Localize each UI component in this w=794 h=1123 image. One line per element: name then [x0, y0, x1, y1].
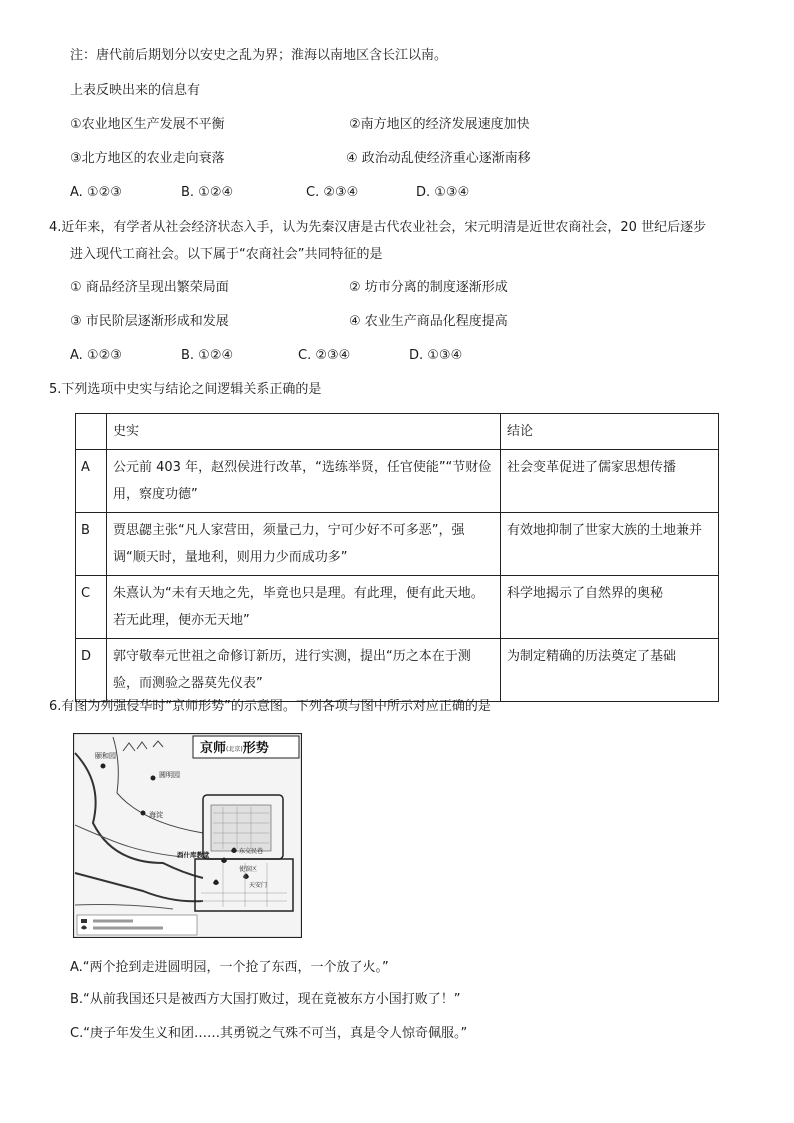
q3-choice-a[interactable]: A. ①②③ — [70, 185, 122, 200]
place-label: 使馆区 — [239, 866, 258, 873]
q4-statement-4: ④ 农业生产商品化程度提高 — [349, 314, 508, 329]
row-conclusion: 为制定精确的历法奠定了基础 — [501, 639, 719, 702]
table-row — [76, 513, 719, 576]
q6-stem: 6.有图为列强侵华时“京师形势”的示意图。下列各项与图中所示对应正确的是 — [49, 699, 491, 714]
row-fact: 贾思勰主张“凡人家营田，须量己力，宁可少好不可多恶”，强调“顺天时，量地利，则用力少而成功多” — [107, 513, 501, 576]
place-label: 圆明园 — [159, 771, 180, 779]
q5-stem: 5.下列选项中史实与结论之间逻辑关系正确的是 — [49, 382, 322, 397]
row-fact: 公元前 403 年，赵烈侯进行改革，“选练举贤，任官使能”“节财俭用，察度功德” — [107, 450, 501, 513]
table-row — [76, 576, 719, 639]
q4-stem-line-1: 4.近年来，有学者从社会经济状态入手，认为先秦汉唐是古代农业社会，宋元明清是近世农商社会，20 世纪后逐步 — [49, 220, 707, 235]
q3-statement-3: ③北方地区的农业走向衰落 — [70, 151, 225, 166]
q3-choice-d[interactable]: D. ①③④ — [416, 185, 470, 200]
row-label: B — [76, 513, 107, 576]
row-label: A — [76, 450, 107, 513]
header-fact: 史实 — [107, 414, 501, 450]
q4-stem-line-2: 进入现代工商社会。以下属于“农商社会”共同特征的是 — [70, 247, 383, 262]
q4-statement-3: ③ 市民阶层逐渐形成和发展 — [70, 314, 229, 329]
q6-option-c[interactable]: C.“庚子年发生义和团……其勇锐之气殊不可当，真是令人惊奇佩服。” — [70, 1026, 468, 1041]
place-label: 颐和园 — [95, 752, 116, 760]
header-conclusion: 结论 — [501, 414, 719, 450]
q4-choice-b[interactable]: B. ①②④ — [181, 348, 234, 363]
q4-choice-d[interactable]: D. ①③④ — [409, 348, 463, 363]
table-row — [76, 450, 719, 513]
q3-choice-c[interactable]: C. ②③④ — [306, 185, 359, 200]
row-label: D — [76, 639, 107, 702]
row-label: C — [76, 576, 107, 639]
q4-statement-2: ② 坊市分离的制度逐渐形成 — [349, 280, 508, 295]
q5-table — [75, 413, 719, 702]
row-fact: 朱熹认为“未有天地之先，毕竟也只是理。有此理，便有此天地。若无此理，便亦无天地” — [107, 576, 501, 639]
q6-option-a[interactable]: A.“两个抢到走进圆明园，一个抢了东西，一个放了火。” — [70, 960, 389, 975]
q4-statement-1: ① 商品经济呈现出繁荣局面 — [70, 280, 229, 295]
place-label: 天安门 — [249, 882, 268, 889]
q4-choice-c[interactable]: C. ②③④ — [298, 348, 351, 363]
table-header-row — [76, 414, 719, 450]
row-conclusion: 科学地揭示了自然界的奥秘 — [501, 576, 719, 639]
q4-choice-a[interactable]: A. ①②③ — [70, 348, 122, 363]
place-label: 东交民巷 — [239, 848, 264, 855]
header-label-cell — [76, 414, 107, 450]
row-conclusion: 社会变革促进了儒家思想传播 — [501, 450, 719, 513]
q3-statement-4: ④ 政治动乱使经济重心逐渐南移 — [346, 151, 531, 166]
place-label: 西什库教堂 — [177, 851, 210, 859]
q6-option-b[interactable]: B.“从前我国还只是被西方大国打败过，现在竟被东方小国打败了！” — [70, 992, 461, 1007]
beijing-situation-map — [73, 733, 302, 938]
place-label: 海淀 — [149, 811, 163, 819]
q3-statement-1: ①农业地区生产发展不平衡 — [70, 117, 225, 132]
row-fact: 郭守敬奉元世祖之命修订新历，进行实测，提出“历之本在于测验，而测验之器莫先仪表” — [107, 639, 501, 702]
q3-statement-2: ②南方地区的经济发展速度加快 — [349, 117, 530, 132]
q3-choice-b[interactable]: B. ①②④ — [181, 185, 234, 200]
map-title: 京师(北京)形势 — [200, 741, 269, 756]
table-row — [76, 639, 719, 702]
row-conclusion: 有效地抑制了世家大族的土地兼并 — [501, 513, 719, 576]
q3-stem: 上表反映出来的信息有 — [70, 83, 201, 98]
table-note: 注：唐代前后期划分以安史之乱为界；淮海以南地区含长江以南。 — [70, 48, 448, 63]
